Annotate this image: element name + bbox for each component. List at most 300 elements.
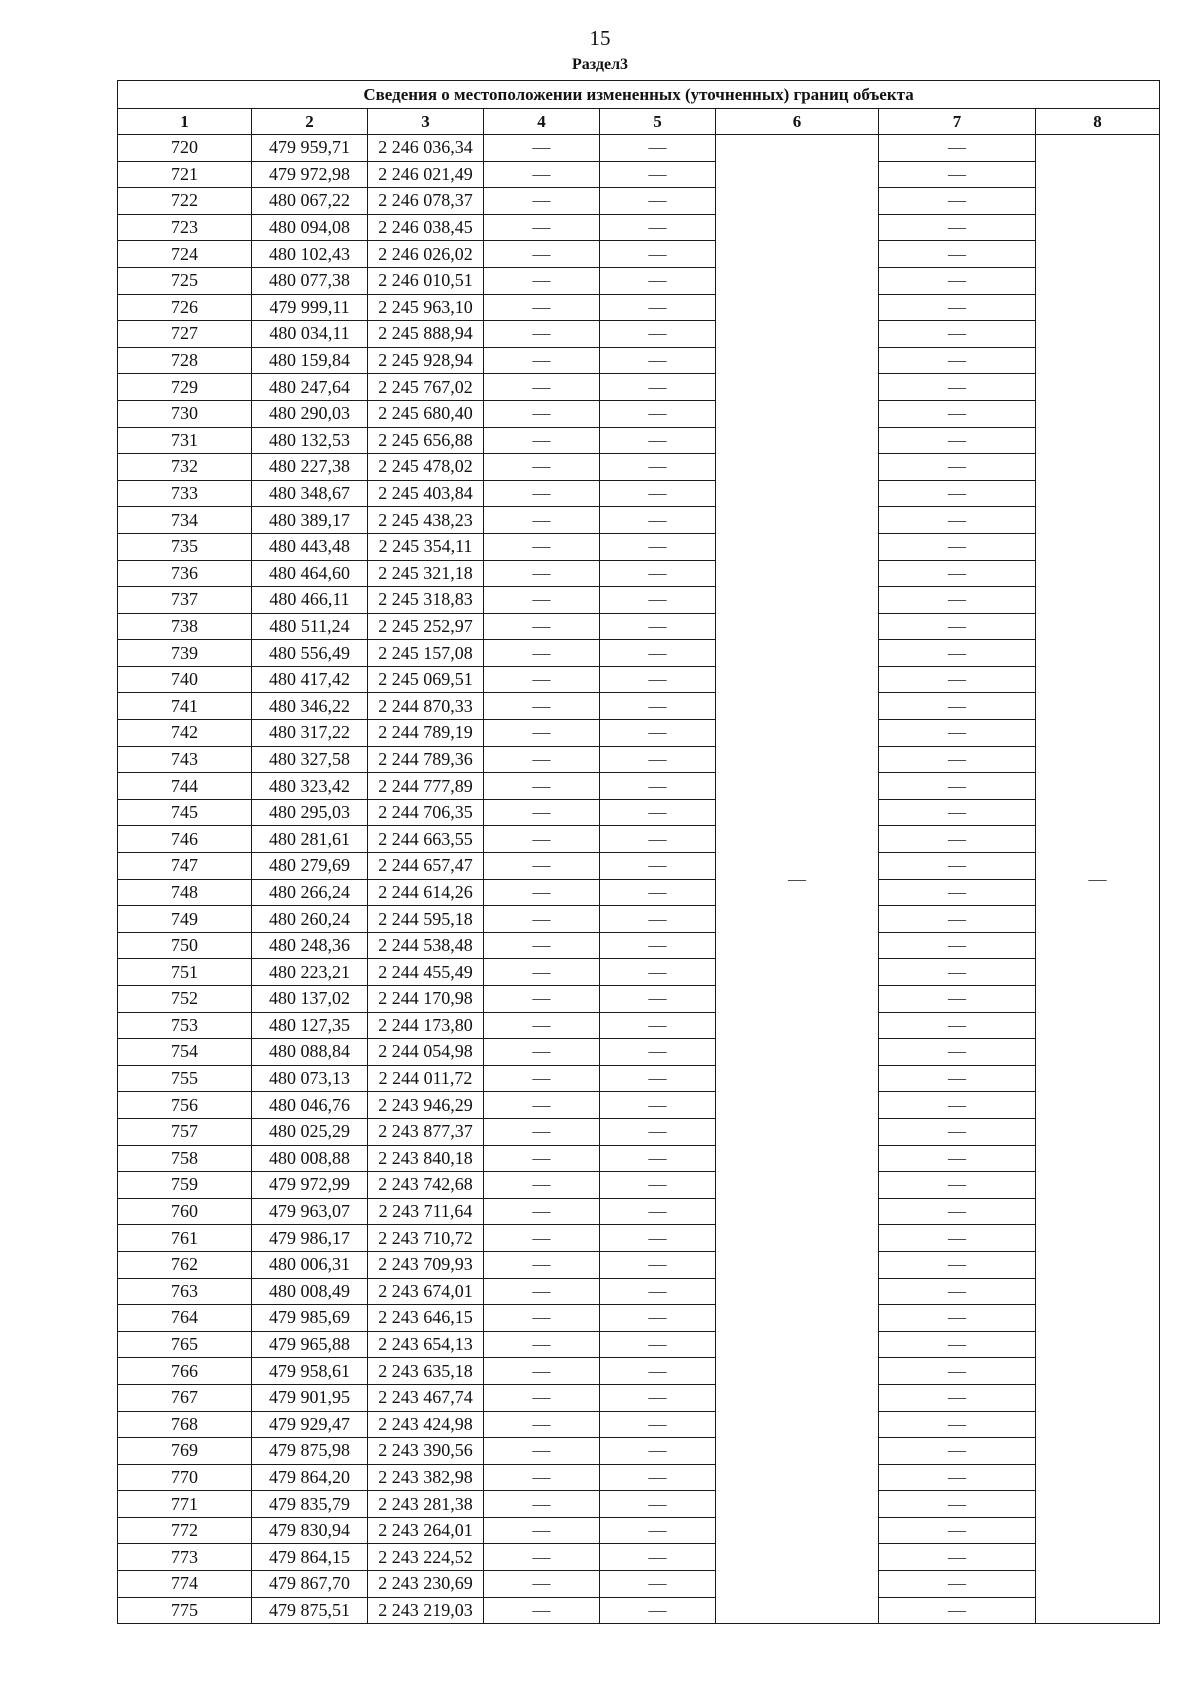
coordinate-x-cell: 479 929,47 bbox=[252, 1411, 368, 1438]
column-7-cell: — bbox=[879, 1039, 1036, 1066]
column-7-cell: — bbox=[879, 241, 1036, 268]
column-7-cell: — bbox=[879, 1358, 1036, 1385]
table-row bbox=[118, 1012, 1160, 1039]
point-number-cell: 746 bbox=[118, 826, 252, 853]
column-5-cell: — bbox=[600, 613, 716, 640]
column-5-cell: — bbox=[600, 454, 716, 481]
column-5-cell: — bbox=[600, 267, 716, 294]
table-row bbox=[118, 374, 1160, 401]
column-5-cell: — bbox=[600, 1517, 716, 1544]
column-4-cell: — bbox=[484, 1118, 600, 1145]
coordinate-x-cell: 480 025,29 bbox=[252, 1118, 368, 1145]
coordinate-y-cell: 2 245 438,23 bbox=[368, 507, 484, 534]
column-5-cell: — bbox=[600, 347, 716, 374]
coordinate-y-cell: 2 243 467,74 bbox=[368, 1384, 484, 1411]
column-4-cell: — bbox=[484, 613, 600, 640]
column-5-cell: — bbox=[600, 1198, 716, 1225]
point-number-cell: 737 bbox=[118, 587, 252, 614]
coordinate-x-cell: 479 958,61 bbox=[252, 1358, 368, 1385]
coordinate-y-cell: 2 244 777,89 bbox=[368, 773, 484, 800]
table-row bbox=[118, 853, 1160, 880]
coordinate-x-cell: 479 875,51 bbox=[252, 1597, 368, 1624]
coordinate-y-cell: 2 243 635,18 bbox=[368, 1358, 484, 1385]
column-7-cell: — bbox=[879, 374, 1036, 401]
column-4-cell: — bbox=[484, 587, 600, 614]
coordinate-x-cell: 480 088,84 bbox=[252, 1039, 368, 1066]
table-row bbox=[118, 135, 1160, 162]
table-row bbox=[118, 640, 1160, 667]
column-4-cell: — bbox=[484, 853, 600, 880]
column-7-cell: — bbox=[879, 560, 1036, 587]
coordinate-x-cell: 480 008,88 bbox=[252, 1145, 368, 1172]
coordinate-y-cell: 2 243 711,64 bbox=[368, 1198, 484, 1225]
column-5-cell: — bbox=[600, 1305, 716, 1332]
point-number-cell: 752 bbox=[118, 986, 252, 1013]
coordinate-x-cell: 479 835,79 bbox=[252, 1491, 368, 1518]
table-row bbox=[118, 1198, 1160, 1225]
column-4-cell: — bbox=[484, 1305, 600, 1332]
column-header-4: 4 bbox=[484, 109, 600, 135]
column-4-cell: — bbox=[484, 560, 600, 587]
column-5-cell: — bbox=[600, 853, 716, 880]
column-4-cell: — bbox=[484, 347, 600, 374]
coordinate-y-cell: 2 243 264,01 bbox=[368, 1517, 484, 1544]
table-row bbox=[118, 1039, 1160, 1066]
column-4-cell: — bbox=[484, 720, 600, 747]
coordinate-y-cell: 2 245 888,94 bbox=[368, 321, 484, 348]
column-7-cell: — bbox=[879, 1278, 1036, 1305]
point-number-cell: 735 bbox=[118, 533, 252, 560]
coordinate-y-cell: 2 246 021,49 bbox=[368, 161, 484, 188]
point-number-cell: 731 bbox=[118, 427, 252, 454]
coordinate-x-cell: 480 281,61 bbox=[252, 826, 368, 853]
point-number-cell: 755 bbox=[118, 1065, 252, 1092]
table-row bbox=[118, 1358, 1160, 1385]
column-7-cell: — bbox=[879, 507, 1036, 534]
coordinate-y-cell: 2 245 354,11 bbox=[368, 533, 484, 560]
coordinate-x-cell: 480 464,60 bbox=[252, 560, 368, 587]
column-header-3: 3 bbox=[368, 109, 484, 135]
column-5-cell: — bbox=[600, 1597, 716, 1624]
column-5-cell: — bbox=[600, 1251, 716, 1278]
coordinate-x-cell: 480 073,13 bbox=[252, 1065, 368, 1092]
coordinate-x-cell: 480 346,22 bbox=[252, 693, 368, 720]
column-5-cell: — bbox=[600, 135, 716, 162]
coordinate-x-cell: 480 247,64 bbox=[252, 374, 368, 401]
column-4-cell: — bbox=[484, 1544, 600, 1571]
column-7-cell: — bbox=[879, 826, 1036, 853]
table-row bbox=[118, 507, 1160, 534]
coordinate-y-cell: 2 244 455,49 bbox=[368, 959, 484, 986]
coordinate-x-cell: 480 295,03 bbox=[252, 799, 368, 826]
point-number-cell: 754 bbox=[118, 1039, 252, 1066]
column-4-cell: — bbox=[484, 1464, 600, 1491]
table-row bbox=[118, 879, 1160, 906]
point-number-cell: 723 bbox=[118, 214, 252, 241]
table-row bbox=[118, 1145, 1160, 1172]
column-7-cell: — bbox=[879, 427, 1036, 454]
point-number-cell: 724 bbox=[118, 241, 252, 268]
table-row bbox=[118, 1464, 1160, 1491]
column-7-cell: — bbox=[879, 1411, 1036, 1438]
column-4-cell: — bbox=[484, 932, 600, 959]
column-5-cell: — bbox=[600, 1092, 716, 1119]
column-5-cell: — bbox=[600, 294, 716, 321]
point-number-cell: 730 bbox=[118, 400, 252, 427]
coordinate-y-cell: 2 243 710,72 bbox=[368, 1225, 484, 1252]
column-4-cell: — bbox=[484, 454, 600, 481]
point-number-cell: 720 bbox=[118, 135, 252, 162]
column-header-1: 1 bbox=[118, 109, 252, 135]
point-number-cell: 751 bbox=[118, 959, 252, 986]
coordinate-x-cell: 480 159,84 bbox=[252, 347, 368, 374]
coordinate-x-cell: 480 223,21 bbox=[252, 959, 368, 986]
coordinate-x-cell: 480 260,24 bbox=[252, 906, 368, 933]
point-number-cell: 736 bbox=[118, 560, 252, 587]
column-4-cell: — bbox=[484, 1411, 600, 1438]
column-7-cell: — bbox=[879, 1145, 1036, 1172]
point-number-cell: 743 bbox=[118, 746, 252, 773]
point-number-cell: 725 bbox=[118, 267, 252, 294]
coordinate-x-cell: 480 327,58 bbox=[252, 746, 368, 773]
column-4-cell: — bbox=[484, 1065, 600, 1092]
column-4-cell: — bbox=[484, 799, 600, 826]
column-7-cell: — bbox=[879, 1571, 1036, 1598]
coordinate-x-cell: 480 137,02 bbox=[252, 986, 368, 1013]
column-7-cell: — bbox=[879, 400, 1036, 427]
column-7-cell: — bbox=[879, 1331, 1036, 1358]
coordinate-y-cell: 2 243 946,29 bbox=[368, 1092, 484, 1119]
coordinate-x-cell: 480 034,11 bbox=[252, 321, 368, 348]
table-row bbox=[118, 1092, 1160, 1119]
coordinate-x-cell: 480 511,24 bbox=[252, 613, 368, 640]
column-4-cell: — bbox=[484, 1145, 600, 1172]
point-number-cell: 732 bbox=[118, 454, 252, 481]
coordinate-y-cell: 2 243 281,38 bbox=[368, 1491, 484, 1518]
point-number-cell: 745 bbox=[118, 799, 252, 826]
coordinate-y-cell: 2 244 789,19 bbox=[368, 720, 484, 747]
column-4-cell: — bbox=[484, 1491, 600, 1518]
coordinate-y-cell: 2 243 646,15 bbox=[368, 1305, 484, 1332]
coordinate-y-cell: 2 244 011,72 bbox=[368, 1065, 484, 1092]
coordinate-y-cell: 2 244 538,48 bbox=[368, 932, 484, 959]
column-5-cell: — bbox=[600, 799, 716, 826]
column-5-cell: — bbox=[600, 1464, 716, 1491]
coordinate-y-cell: 2 246 036,34 bbox=[368, 135, 484, 162]
column-4-cell: — bbox=[484, 1571, 600, 1598]
coordinate-x-cell: 480 389,17 bbox=[252, 507, 368, 534]
coordinate-y-cell: 2 243 742,68 bbox=[368, 1172, 484, 1199]
table-row bbox=[118, 1597, 1160, 1624]
column-7-cell: — bbox=[879, 294, 1036, 321]
coordinate-x-cell: 479 830,94 bbox=[252, 1517, 368, 1544]
point-number-cell: 775 bbox=[118, 1597, 252, 1624]
column-5-cell: — bbox=[600, 720, 716, 747]
column-7-cell: — bbox=[879, 1065, 1036, 1092]
column-4-cell: — bbox=[484, 427, 600, 454]
table-row bbox=[118, 1065, 1160, 1092]
column-4-cell: — bbox=[484, 1597, 600, 1624]
column-5-cell: — bbox=[600, 533, 716, 560]
table-row bbox=[118, 1251, 1160, 1278]
coordinate-x-cell: 479 972,99 bbox=[252, 1172, 368, 1199]
table-row bbox=[118, 1411, 1160, 1438]
column-5-cell: — bbox=[600, 640, 716, 667]
table-row bbox=[118, 1225, 1160, 1252]
column-5-cell: — bbox=[600, 746, 716, 773]
table-row bbox=[118, 693, 1160, 720]
point-number-cell: 728 bbox=[118, 347, 252, 374]
coordinate-y-cell: 2 243 654,13 bbox=[368, 1331, 484, 1358]
column-4-cell: — bbox=[484, 906, 600, 933]
point-number-cell: 770 bbox=[118, 1464, 252, 1491]
table-row bbox=[118, 826, 1160, 853]
column-7-cell: — bbox=[879, 932, 1036, 959]
table-row bbox=[118, 1544, 1160, 1571]
coordinate-x-cell: 479 985,69 bbox=[252, 1305, 368, 1332]
column-4-cell: — bbox=[484, 1012, 600, 1039]
column-7-cell: — bbox=[879, 214, 1036, 241]
column-4-cell: — bbox=[484, 959, 600, 986]
column-header-8: 8 bbox=[1036, 109, 1160, 135]
column-7-cell: — bbox=[879, 799, 1036, 826]
column-5-cell: — bbox=[600, 587, 716, 614]
point-number-cell: 769 bbox=[118, 1438, 252, 1465]
column-7-cell: — bbox=[879, 1491, 1036, 1518]
coordinate-y-cell: 2 244 614,26 bbox=[368, 879, 484, 906]
column-4-cell: — bbox=[484, 1225, 600, 1252]
column-4-cell: — bbox=[484, 826, 600, 853]
coordinate-x-cell: 479 999,11 bbox=[252, 294, 368, 321]
column-7-cell: — bbox=[879, 1198, 1036, 1225]
column-4-cell: — bbox=[484, 241, 600, 268]
point-number-cell: 738 bbox=[118, 613, 252, 640]
point-number-cell: 772 bbox=[118, 1517, 252, 1544]
table-row bbox=[118, 1118, 1160, 1145]
column-4-cell: — bbox=[484, 1278, 600, 1305]
column-5-cell: — bbox=[600, 560, 716, 587]
coordinate-x-cell: 480 132,53 bbox=[252, 427, 368, 454]
table-row bbox=[118, 1331, 1160, 1358]
table-row bbox=[118, 720, 1160, 747]
coordinate-y-cell: 2 246 010,51 bbox=[368, 267, 484, 294]
point-number-cell: 721 bbox=[118, 161, 252, 188]
point-number-cell: 768 bbox=[118, 1411, 252, 1438]
coordinate-y-cell: 2 246 038,45 bbox=[368, 214, 484, 241]
point-number-cell: 750 bbox=[118, 932, 252, 959]
column-4-cell: — bbox=[484, 1198, 600, 1225]
column-7-cell: — bbox=[879, 480, 1036, 507]
column-7-cell: — bbox=[879, 613, 1036, 640]
column-7-cell: — bbox=[879, 587, 1036, 614]
coordinate-x-cell: 480 077,38 bbox=[252, 267, 368, 294]
coordinate-x-cell: 480 323,42 bbox=[252, 773, 368, 800]
table-row bbox=[118, 188, 1160, 215]
column-7-cell: — bbox=[879, 1225, 1036, 1252]
coordinate-x-cell: 479 972,98 bbox=[252, 161, 368, 188]
coordinate-x-cell: 479 867,70 bbox=[252, 1571, 368, 1598]
column-7-cell: — bbox=[879, 693, 1036, 720]
coordinate-y-cell: 2 244 054,98 bbox=[368, 1039, 484, 1066]
table-header-row bbox=[118, 109, 1160, 135]
point-number-cell: 771 bbox=[118, 1491, 252, 1518]
column-5-cell: — bbox=[600, 1358, 716, 1385]
column-7-cell: — bbox=[879, 1118, 1036, 1145]
table-row bbox=[118, 1491, 1160, 1518]
coordinate-y-cell: 2 245 157,08 bbox=[368, 640, 484, 667]
coordinate-y-cell: 2 243 840,18 bbox=[368, 1145, 484, 1172]
column-header-5: 5 bbox=[600, 109, 716, 135]
coordinate-y-cell: 2 244 870,33 bbox=[368, 693, 484, 720]
column-7-cell: — bbox=[879, 267, 1036, 294]
point-number-cell: 758 bbox=[118, 1145, 252, 1172]
column-4-cell: — bbox=[484, 693, 600, 720]
column-5-cell: — bbox=[600, 507, 716, 534]
coordinate-y-cell: 2 243 390,56 bbox=[368, 1438, 484, 1465]
column-4-cell: — bbox=[484, 507, 600, 534]
point-number-cell: 764 bbox=[118, 1305, 252, 1332]
column-4-cell: — bbox=[484, 480, 600, 507]
column-5-cell: — bbox=[600, 986, 716, 1013]
table-row bbox=[118, 1305, 1160, 1332]
point-number-cell: 761 bbox=[118, 1225, 252, 1252]
point-number-cell: 766 bbox=[118, 1358, 252, 1385]
column-7-cell: — bbox=[879, 1012, 1036, 1039]
coordinate-y-cell: 2 243 709,93 bbox=[368, 1251, 484, 1278]
coordinate-y-cell: 2 245 963,10 bbox=[368, 294, 484, 321]
point-number-cell: 765 bbox=[118, 1331, 252, 1358]
column-5-cell: — bbox=[600, 693, 716, 720]
coordinate-x-cell: 479 864,20 bbox=[252, 1464, 368, 1491]
point-number-cell: 753 bbox=[118, 1012, 252, 1039]
coordinate-x-cell: 480 046,76 bbox=[252, 1092, 368, 1119]
column-4-cell: — bbox=[484, 267, 600, 294]
column-5-cell: — bbox=[600, 666, 716, 693]
column-4-cell: — bbox=[484, 294, 600, 321]
column-7-cell: — bbox=[879, 1438, 1036, 1465]
column-4-cell: — bbox=[484, 640, 600, 667]
column-5-cell: — bbox=[600, 1544, 716, 1571]
column-header-6: 6 bbox=[716, 109, 879, 135]
coordinate-x-cell: 480 443,48 bbox=[252, 533, 368, 560]
coordinate-x-cell: 480 248,36 bbox=[252, 932, 368, 959]
column-5-cell: — bbox=[600, 959, 716, 986]
page-number: 15 bbox=[589, 26, 611, 50]
column-4-cell: — bbox=[484, 1384, 600, 1411]
column-4-cell: — bbox=[484, 986, 600, 1013]
point-number-cell: 744 bbox=[118, 773, 252, 800]
coordinate-x-cell: 480 466,11 bbox=[252, 587, 368, 614]
point-number-cell: 763 bbox=[118, 1278, 252, 1305]
table-row bbox=[118, 294, 1160, 321]
table-caption: Сведения о местоположении измененных (уточненных) границ объекта bbox=[118, 81, 1160, 109]
coordinate-x-cell: 480 317,22 bbox=[252, 720, 368, 747]
table-row bbox=[118, 533, 1160, 560]
coordinate-y-cell: 2 245 680,40 bbox=[368, 400, 484, 427]
column-7-cell: — bbox=[879, 1597, 1036, 1624]
coordinate-x-cell: 480 102,43 bbox=[252, 241, 368, 268]
coordinate-y-cell: 2 243 224,52 bbox=[368, 1544, 484, 1571]
column-7-cell: — bbox=[879, 746, 1036, 773]
table-row bbox=[118, 906, 1160, 933]
coordinate-x-cell: 480 006,31 bbox=[252, 1251, 368, 1278]
column-8-merged-cell: — bbox=[1036, 135, 1160, 1624]
column-7-cell: — bbox=[879, 853, 1036, 880]
table-row bbox=[118, 400, 1160, 427]
column-7-cell: — bbox=[879, 1251, 1036, 1278]
coordinate-y-cell: 2 243 230,69 bbox=[368, 1571, 484, 1598]
column-4-cell: — bbox=[484, 666, 600, 693]
column-4-cell: — bbox=[484, 214, 600, 241]
table-row bbox=[118, 161, 1160, 188]
table-row bbox=[118, 1384, 1160, 1411]
coordinate-y-cell: 2 244 657,47 bbox=[368, 853, 484, 880]
column-7-cell: — bbox=[879, 454, 1036, 481]
point-number-cell: 748 bbox=[118, 879, 252, 906]
table-row bbox=[118, 214, 1160, 241]
coordinate-y-cell: 2 244 789,36 bbox=[368, 746, 484, 773]
column-5-cell: — bbox=[600, 321, 716, 348]
point-number-cell: 762 bbox=[118, 1251, 252, 1278]
point-number-cell: 722 bbox=[118, 188, 252, 215]
coordinate-x-cell: 480 094,08 bbox=[252, 214, 368, 241]
coordinate-x-cell: 480 266,24 bbox=[252, 879, 368, 906]
coordinate-y-cell: 2 244 663,55 bbox=[368, 826, 484, 853]
point-number-cell: 726 bbox=[118, 294, 252, 321]
point-number-cell: 774 bbox=[118, 1571, 252, 1598]
coordinate-y-cell: 2 245 478,02 bbox=[368, 454, 484, 481]
column-7-cell: — bbox=[879, 666, 1036, 693]
column-5-cell: — bbox=[600, 161, 716, 188]
column-7-cell: — bbox=[879, 959, 1036, 986]
coordinate-x-cell: 479 901,95 bbox=[252, 1384, 368, 1411]
column-7-cell: — bbox=[879, 1464, 1036, 1491]
column-4-cell: — bbox=[484, 400, 600, 427]
column-5-cell: — bbox=[600, 1438, 716, 1465]
table-row bbox=[118, 959, 1160, 986]
column-5-cell: — bbox=[600, 427, 716, 454]
column-4-cell: — bbox=[484, 773, 600, 800]
coordinate-x-cell: 479 959,71 bbox=[252, 135, 368, 162]
table-row bbox=[118, 1571, 1160, 1598]
column-4-cell: — bbox=[484, 1251, 600, 1278]
coordinate-y-cell: 2 245 928,94 bbox=[368, 347, 484, 374]
column-5-cell: — bbox=[600, 1145, 716, 1172]
column-5-cell: — bbox=[600, 826, 716, 853]
column-header-2: 2 bbox=[252, 109, 368, 135]
point-number-cell: 729 bbox=[118, 374, 252, 401]
coordinate-y-cell: 2 243 219,03 bbox=[368, 1597, 484, 1624]
column-5-cell: — bbox=[600, 188, 716, 215]
coordinate-y-cell: 2 243 877,37 bbox=[368, 1118, 484, 1145]
point-number-cell: 767 bbox=[118, 1384, 252, 1411]
coordinate-y-cell: 2 245 656,88 bbox=[368, 427, 484, 454]
column-5-cell: — bbox=[600, 374, 716, 401]
table-row bbox=[118, 454, 1160, 481]
table-row bbox=[118, 241, 1160, 268]
point-number-cell: 749 bbox=[118, 906, 252, 933]
column-4-cell: — bbox=[484, 1438, 600, 1465]
column-7-cell: — bbox=[879, 533, 1036, 560]
point-number-cell: 756 bbox=[118, 1092, 252, 1119]
column-4-cell: — bbox=[484, 1358, 600, 1385]
table-row bbox=[118, 1172, 1160, 1199]
coordinate-y-cell: 2 245 321,18 bbox=[368, 560, 484, 587]
point-number-cell: 759 bbox=[118, 1172, 252, 1199]
column-5-cell: — bbox=[600, 932, 716, 959]
column-7-cell: — bbox=[879, 161, 1036, 188]
column-5-cell: — bbox=[600, 214, 716, 241]
